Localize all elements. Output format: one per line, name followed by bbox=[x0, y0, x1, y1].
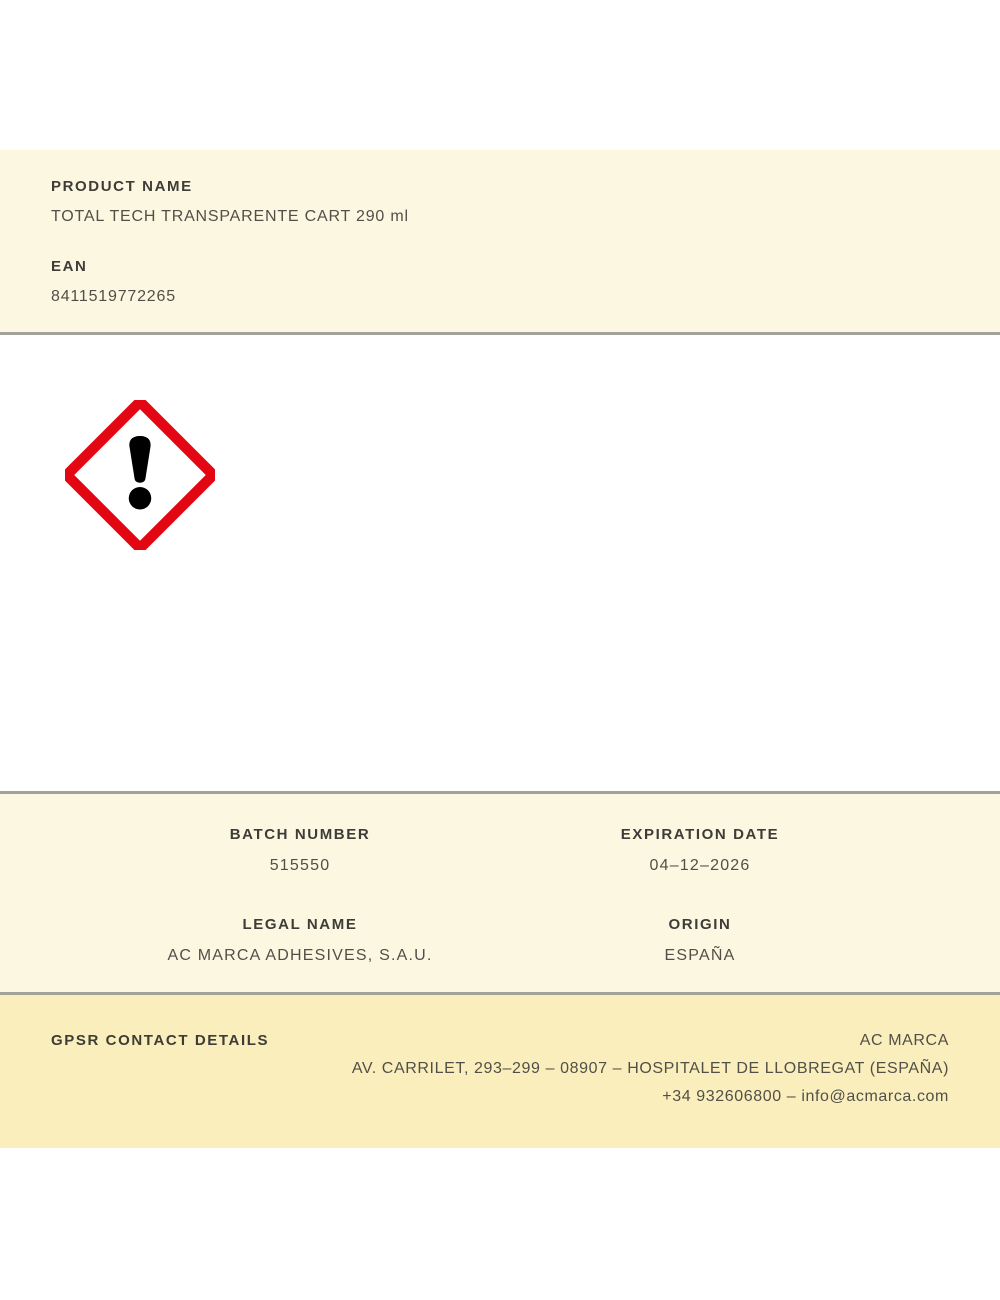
origin-label: ORIGIN bbox=[668, 916, 732, 933]
details-grid bbox=[100, 826, 900, 966]
batch-number-label: BATCH NUMBER bbox=[229, 826, 371, 843]
exclamation-dot bbox=[129, 487, 152, 510]
ean-value: 8411519772265 bbox=[51, 288, 176, 305]
gpsr-contact-lines bbox=[352, 1027, 949, 1111]
gpsr-address: AV. CARRILET, 293–299 – 08907 – HOSPITALET DE LLOBREGAT (ESPAÑA) bbox=[351, 1060, 949, 1077]
expiration-date-value: 04–12–2026 bbox=[649, 857, 751, 874]
ghs07-exclamation-warning-icon bbox=[65, 400, 215, 550]
gpsr-contact-section bbox=[0, 992, 1000, 1148]
expiration-date-field bbox=[500, 826, 900, 876]
product-section bbox=[0, 150, 1000, 335]
origin-field bbox=[500, 916, 900, 966]
gpsr-contact-row bbox=[51, 1032, 949, 1111]
legal-name-field bbox=[100, 916, 500, 966]
legal-name-value: AC MARCA ADHESIVES, S.A.U. bbox=[167, 947, 433, 964]
origin-value: ESPAÑA bbox=[664, 947, 736, 964]
details-section bbox=[0, 791, 1000, 992]
expiration-date-label: EXPIRATION DATE bbox=[620, 826, 780, 843]
product-name-value: TOTAL TECH TRANSPARENTE CART 290 ml bbox=[51, 208, 409, 225]
legal-name-label: LEGAL NAME bbox=[242, 916, 358, 933]
gpsr-company: AC MARCA bbox=[859, 1032, 949, 1049]
product-name-label: PRODUCT NAME bbox=[51, 178, 193, 195]
batch-number-field bbox=[100, 826, 500, 876]
gpsr-contact-title: GPSR CONTACT DETAILS bbox=[51, 1032, 270, 1049]
gpsr-phone-email: +34 932606800 – info@acmarca.com bbox=[662, 1088, 949, 1105]
batch-number-value: 515550 bbox=[269, 857, 331, 874]
ean-label: EAN bbox=[51, 258, 88, 275]
